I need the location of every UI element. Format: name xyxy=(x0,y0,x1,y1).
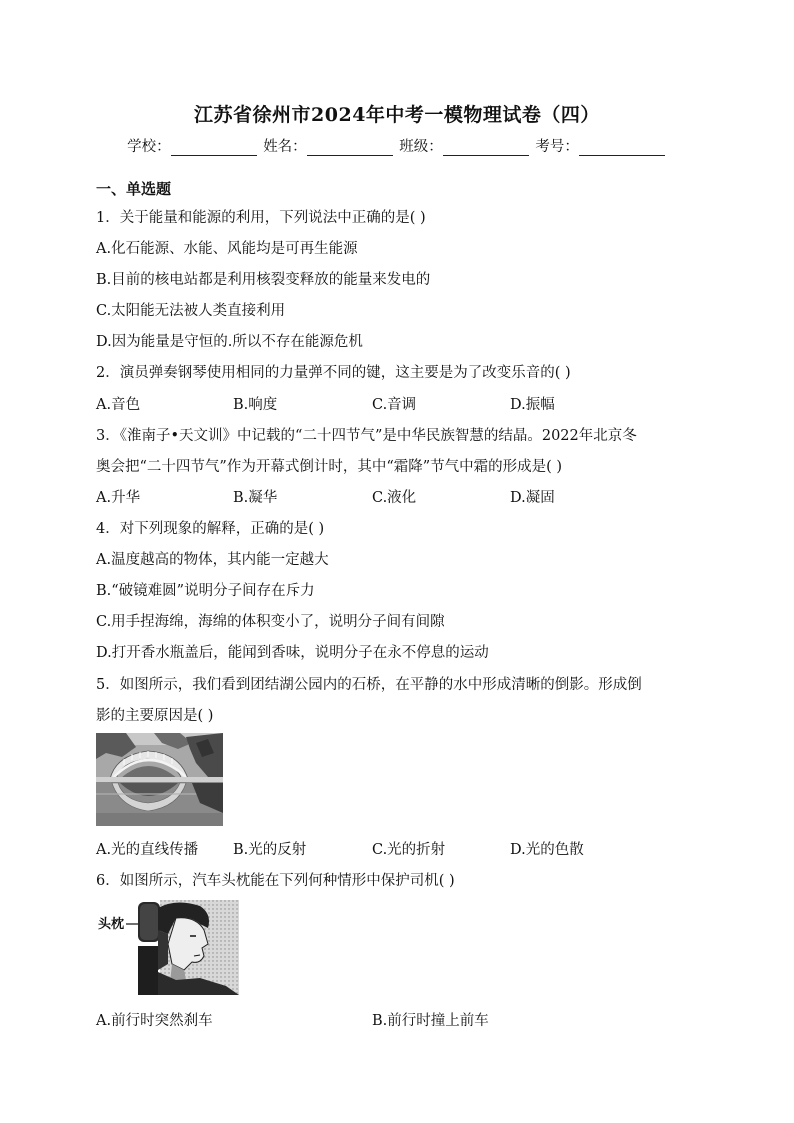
q5-stem-line1: 5．如图所示，我们看到团结湖公园内的石桥，在平静的水中形成清晰的倒影。形成倒 xyxy=(96,677,642,693)
q3-option-a: A.升华 xyxy=(96,490,141,506)
q2-option-d: D.振幅 xyxy=(510,397,555,413)
q6-stem: 6．如图所示，汽车头枕能在下列何种情形中保护司机( ) xyxy=(96,873,455,889)
q4-option-c: C.用手捏海绵，海绵的体积变小了，说明分子间有间隙 xyxy=(96,614,445,630)
q5-stem-line2: 影的主要原因是( ) xyxy=(96,708,214,724)
q2-option-a: A.音色 xyxy=(96,397,141,413)
number-label: 考号： xyxy=(535,139,579,155)
q5-option-c: C.光的折射 xyxy=(372,842,446,858)
number-blank[interactable] xyxy=(579,141,665,156)
student-info-row xyxy=(0,135,794,156)
q3-stem-line2: 奥会把“二十四节气”作为开幕式倒计时，其中“霜降”节气中霜的形成是( ) xyxy=(96,459,563,475)
q6-option-b: B.前行时撞上前车 xyxy=(372,1013,489,1029)
q3-option-c: C.液化 xyxy=(372,490,417,506)
q4-option-b: B.“破镜难圆”说明分子间存在斥力 xyxy=(96,583,315,599)
headrest-figure-svg xyxy=(96,900,239,995)
q1-option-d: D.因为能量是守恒的.所以不存在能源危机 xyxy=(96,334,363,350)
q4-option-d: D.打开香水瓶盖后，能闻到香味，说明分子在永不停息的运动 xyxy=(96,645,489,661)
class-label: 班级： xyxy=(399,139,443,155)
headrest-label: 头枕 xyxy=(98,917,125,932)
name-label: 姓名： xyxy=(263,139,307,155)
q4-option-a: A.温度越高的物体，其内能一定越大 xyxy=(96,552,329,568)
q1-option-c: C.太阳能无法被人类直接利用 xyxy=(96,303,286,319)
q1-stem: 1．关于能量和能源的利用，下列说法中正确的是( ) xyxy=(96,210,426,226)
school-label: 学校： xyxy=(127,139,171,155)
school-blank[interactable] xyxy=(171,141,257,156)
q2-stem: 2．演员弹奏钢琴使用相同的力量弹不同的键，这主要是为了改变乐音的( ) xyxy=(96,365,571,381)
q5-option-b: B.光的反射 xyxy=(233,842,307,858)
name-blank[interactable] xyxy=(307,141,393,156)
stone-bridge-reflection-image xyxy=(96,733,223,826)
q3-stem-line1: 3．《淮南子•天文训》中记载的“二十四节气”是中华民族智慧的结晶。2022年北京冬 xyxy=(96,428,637,444)
q5-option-a: A.光的直线传播 xyxy=(96,842,199,858)
q3-option-b: B.凝华 xyxy=(233,490,278,506)
headrest-figure xyxy=(96,900,239,995)
exam-title: 江苏省徐州市2024年中考一模物理试卷（四） xyxy=(194,104,600,126)
q2-option-c: C.音调 xyxy=(372,397,417,413)
q4-stem: 4．对下列现象的解释，正确的是( ) xyxy=(96,521,325,537)
q6-option-a: A.前行时突然刹车 xyxy=(96,1013,213,1029)
q1-option-b: B.目前的核电站都是利用核裂变释放的能量来发电的 xyxy=(96,272,431,288)
section-heading: 一、单选题 xyxy=(96,180,172,198)
class-blank[interactable] xyxy=(443,141,529,156)
bridge-photo-svg xyxy=(96,733,223,826)
q3-option-d: D.凝固 xyxy=(510,490,555,506)
q2-option-b: B.响度 xyxy=(233,397,278,413)
q5-option-d: D.光的色散 xyxy=(510,842,584,858)
q1-option-a: A.化石能源、水能、风能均是可再生能源 xyxy=(96,241,358,257)
